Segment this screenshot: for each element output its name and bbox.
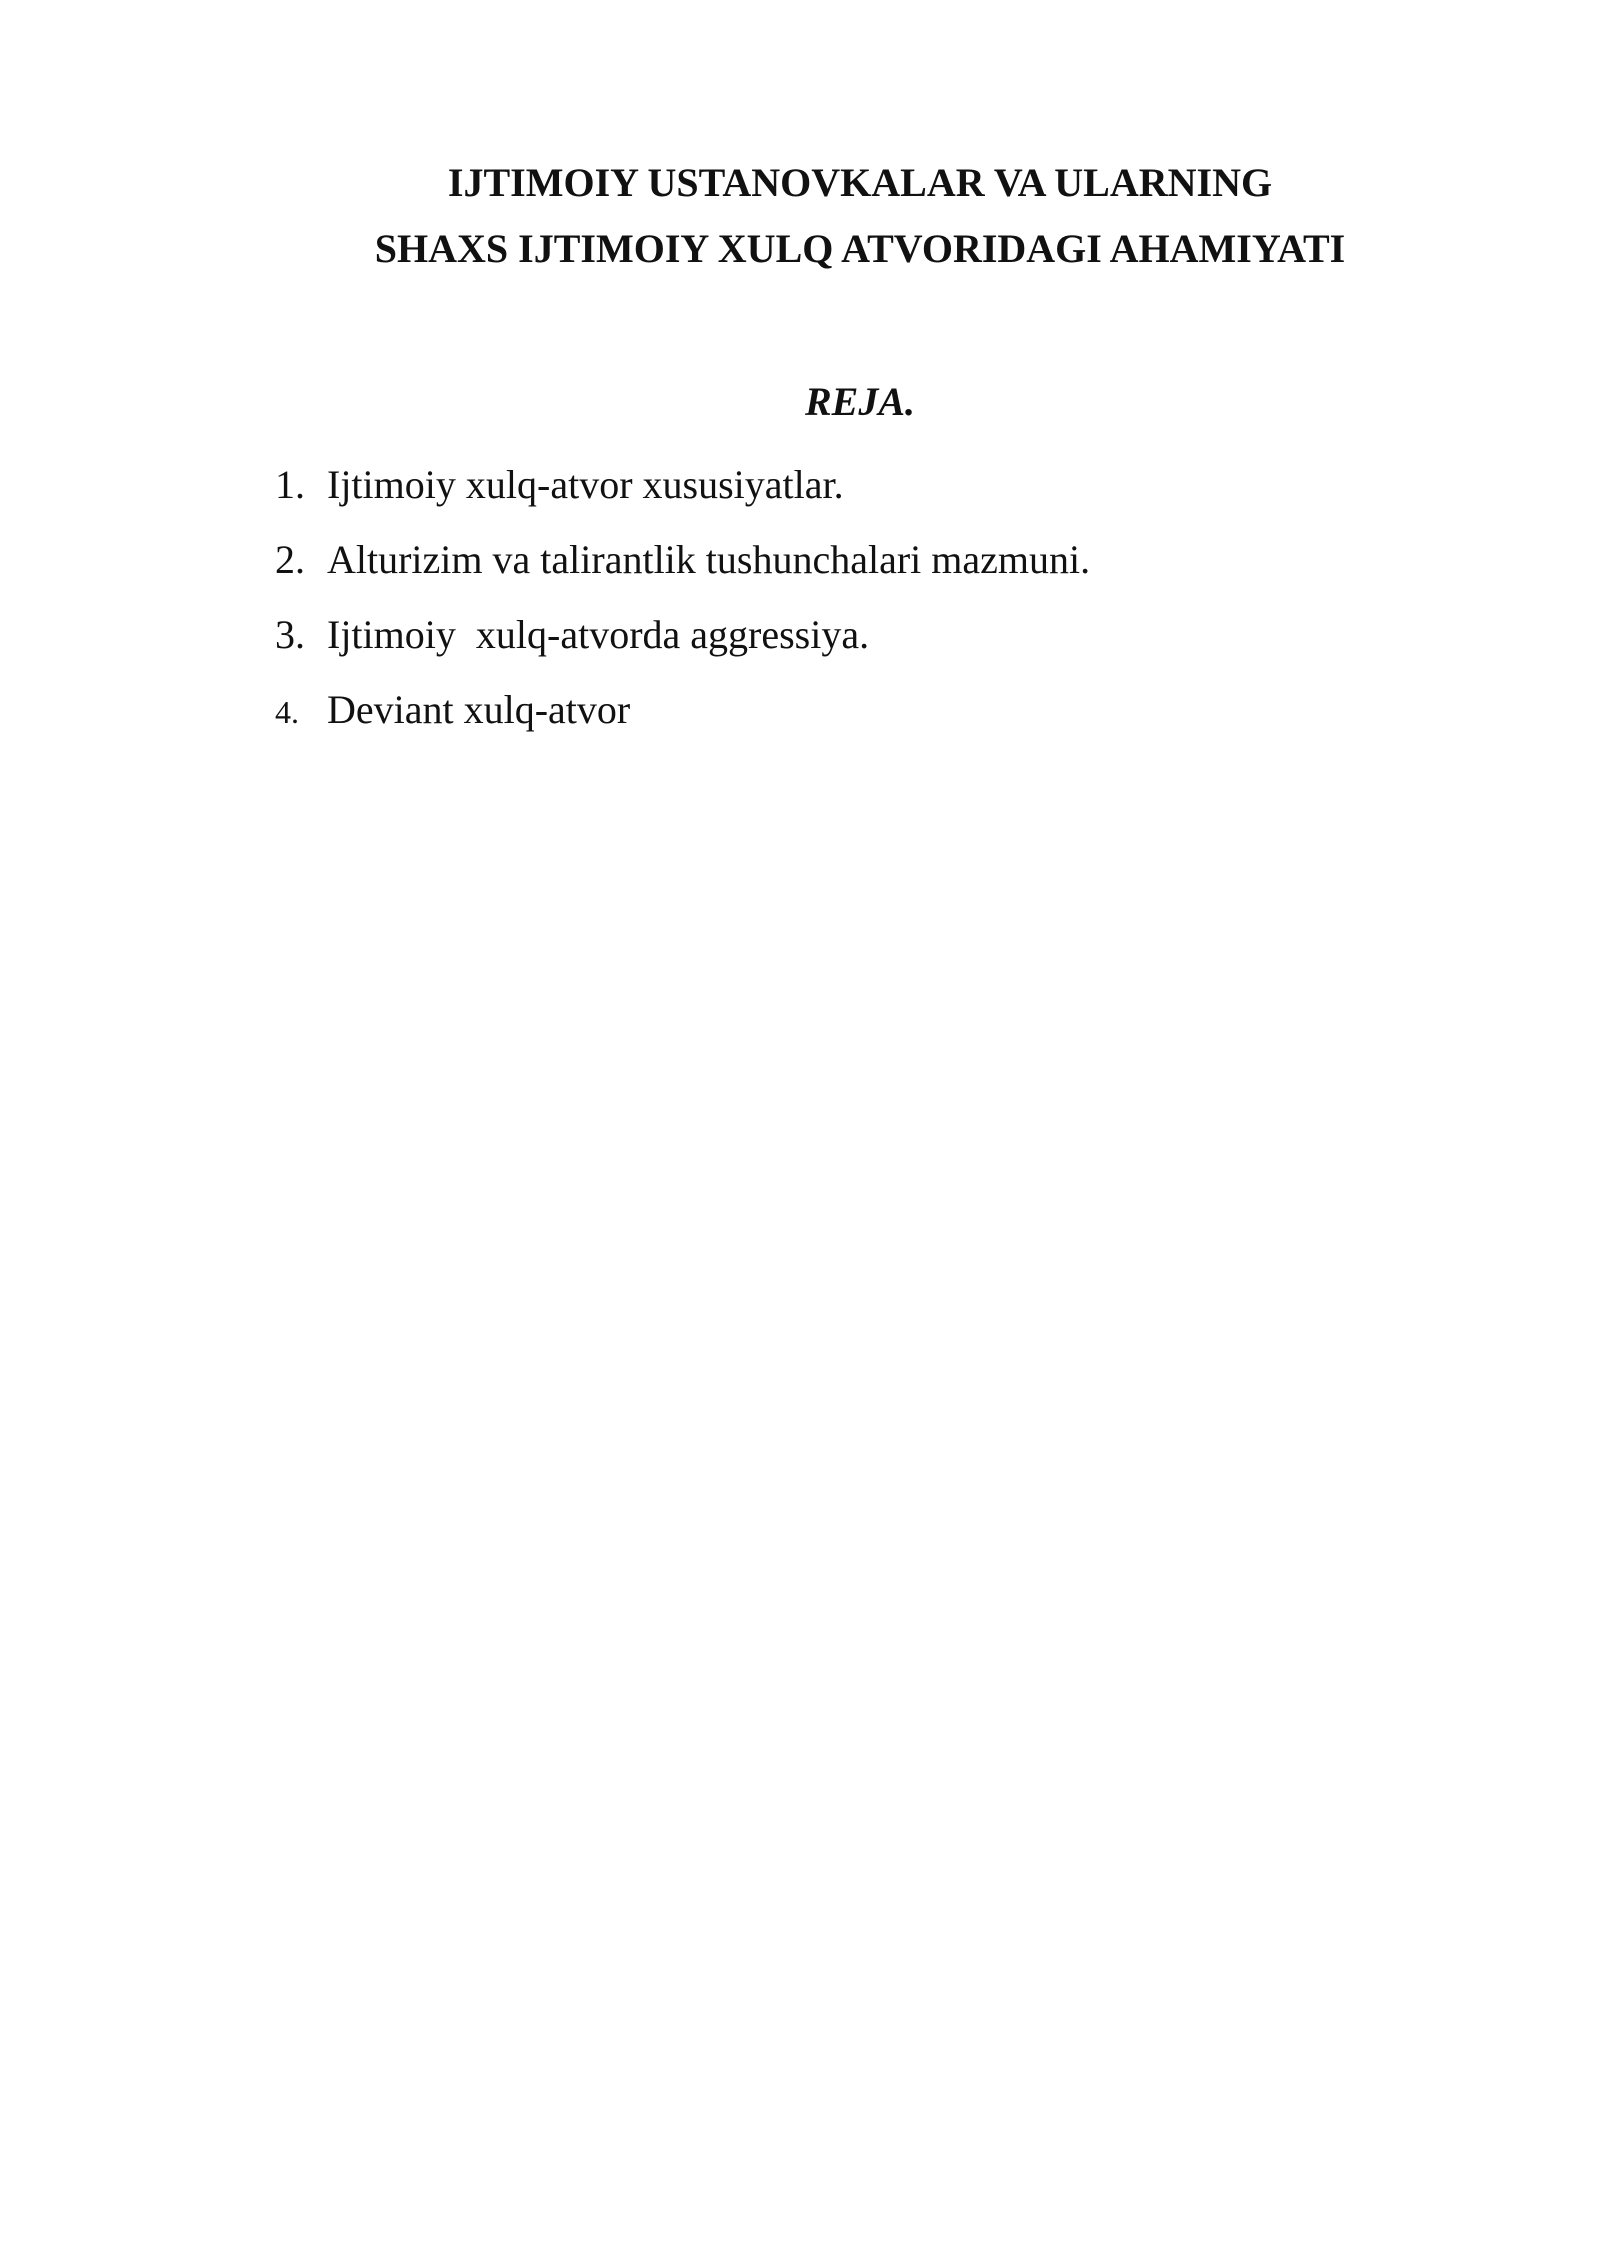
plan-item-2 bbox=[275, 522, 1090, 597]
title-line-1: IJTIMOIY USTANOVKALAR VA ULARNING bbox=[447, 160, 1273, 205]
plan-list bbox=[275, 447, 1090, 750]
plan-item-text: Alturizim va talirantlik tushunchalari mazmuni. bbox=[327, 537, 1091, 582]
plan-heading: REJA. bbox=[804, 379, 916, 424]
plan-item-text: Deviant xulq-atvor bbox=[327, 687, 631, 732]
plan-item-3 bbox=[275, 597, 1090, 672]
plan-item-number: 1. bbox=[275, 462, 305, 507]
plan-item-number: 4. bbox=[275, 694, 299, 730]
document-title bbox=[0, 150, 1600, 282]
plan-item-4 bbox=[275, 672, 1090, 750]
title-line-2: SHAXS IJTIMOIY XULQ ATVORIDAGI AHAMIYATI bbox=[374, 226, 1346, 271]
plan-item-number: 3. bbox=[275, 612, 305, 657]
plan-item-1 bbox=[275, 447, 1090, 522]
plan-item-text: Ijtimoiy xulq-atvor xususiyatlar. bbox=[327, 462, 844, 507]
plan-item-text: Ijtimoiy xulq-atvorda aggressiya. bbox=[327, 612, 870, 657]
plan-item-number: 2. bbox=[275, 537, 305, 582]
